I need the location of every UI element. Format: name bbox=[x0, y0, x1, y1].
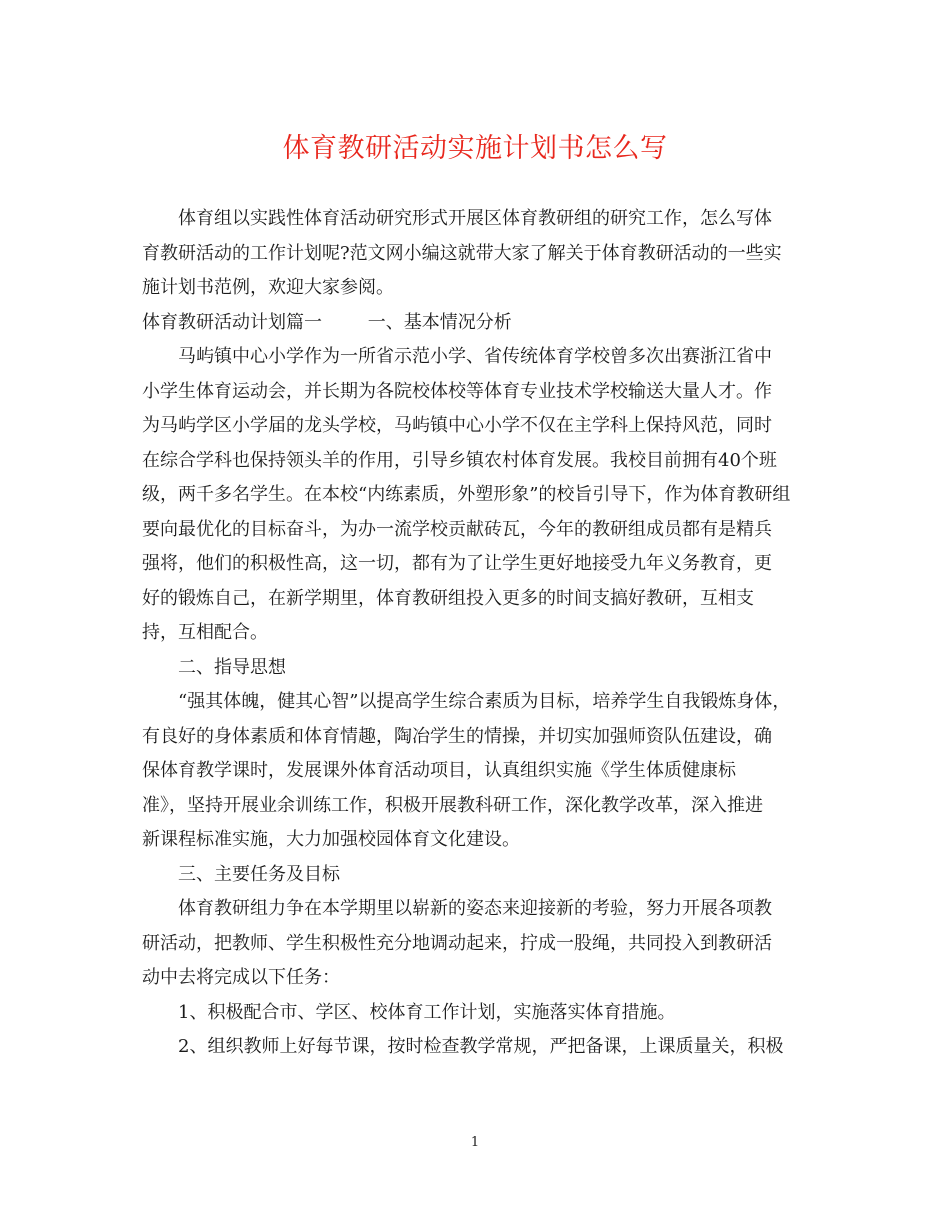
section1-line: 小学生体育运动会，并长期为各院校体校等体育专业技术学校输送大量人才。作 bbox=[142, 380, 772, 402]
section3-line: 研活动，把教师、学生积极性充分地调动起来，拧成一股绳，共同投入到教研活 bbox=[142, 932, 772, 954]
intro-line: 施计划书范例，欢迎大家参阅。 bbox=[142, 277, 394, 298]
plan-heading: 体育教研活动计划篇一 一、基本情况分析 bbox=[142, 311, 512, 333]
section2-line: 有良好的身体素质和体育情趣，陶冶学生的情操，并切实加强师资队伍建设，确 bbox=[142, 725, 772, 747]
section3-line: 体育教研组力争在本学期里以崭新的姿态来迎接新的考验，努力开展各项教 bbox=[178, 898, 772, 919]
section2-line: 新课程标准实施，大力加强校园体育文化建设。 bbox=[142, 829, 520, 850]
intro-line: 育教研活动的工作计划呢?范文网小编这就带大家了解关于体育教研活动的一些实 bbox=[142, 242, 782, 264]
section2-line: “强其体魄，健其心智”以提高学生综合素质为目标，培养学生自我锻炼身体， bbox=[178, 691, 791, 712]
section1-line: 持，互相配合。 bbox=[142, 622, 268, 643]
document-body bbox=[142, 202, 820, 1065]
section1-line: 要向最优化的目标奋斗，为办一流学校贡献砖瓦，今年的教研组成员都有是精兵 bbox=[142, 518, 772, 540]
task-item: 1、积极配合市、学区、校体育工作计划，实施落实体育措施。 bbox=[178, 1001, 676, 1023]
task-item: 2、组织教师上好每节课，按时检查教学常规，严把备课，上课质量关，积极 bbox=[178, 1036, 784, 1057]
document-title: 体育教研活动实施计划书怎么写 bbox=[282, 133, 668, 164]
section1-line: 在综合学科也保持领头羊的作用，引导乡镇农村体育发展。我校目前拥有40个班 bbox=[142, 449, 777, 471]
section1-line: 级，两千多名学生。在本校“内练素质，外塑形象”的校旨引导下，作为体育教研组 bbox=[142, 484, 791, 505]
section1-line: 好的锻炼自己，在新学期里，体育教研组投入更多的时间支搞好教研，互相支 bbox=[142, 587, 754, 609]
section2-line: 准》，坚持开展业余训练工作，积极开展教科研工作，深化教学改革，深入推进 bbox=[142, 794, 763, 816]
section1-line: 为马屿学区小学届的龙头学校，马屿镇中心小学不仅在主学科上保持风范，同时 bbox=[142, 415, 772, 436]
section3-line: 动中去将完成以下任务： bbox=[142, 967, 340, 988]
page-number: 1 bbox=[470, 1135, 480, 1150]
intro-line: 体育组以实践性体育活动研究形式开展区体育教研组的研究工作，怎么写体 bbox=[178, 208, 772, 229]
section1-line: 马屿镇中心小学作为一所省示范小学、省传统体育学校曾多次出赛浙江省中 bbox=[178, 346, 772, 367]
section1-line: 强将，他们的积极性高，这一切，都有为了让学生更好地接受九年义务教育，更 bbox=[142, 553, 772, 574]
section3-heading: 三、主要任务及目标 bbox=[178, 863, 340, 885]
section2-heading: 二、指导思想 bbox=[178, 656, 286, 678]
section2-line: 保体育教学课时，发展课外体育活动项目，认真组织实施《学生体质健康标 bbox=[142, 760, 736, 781]
